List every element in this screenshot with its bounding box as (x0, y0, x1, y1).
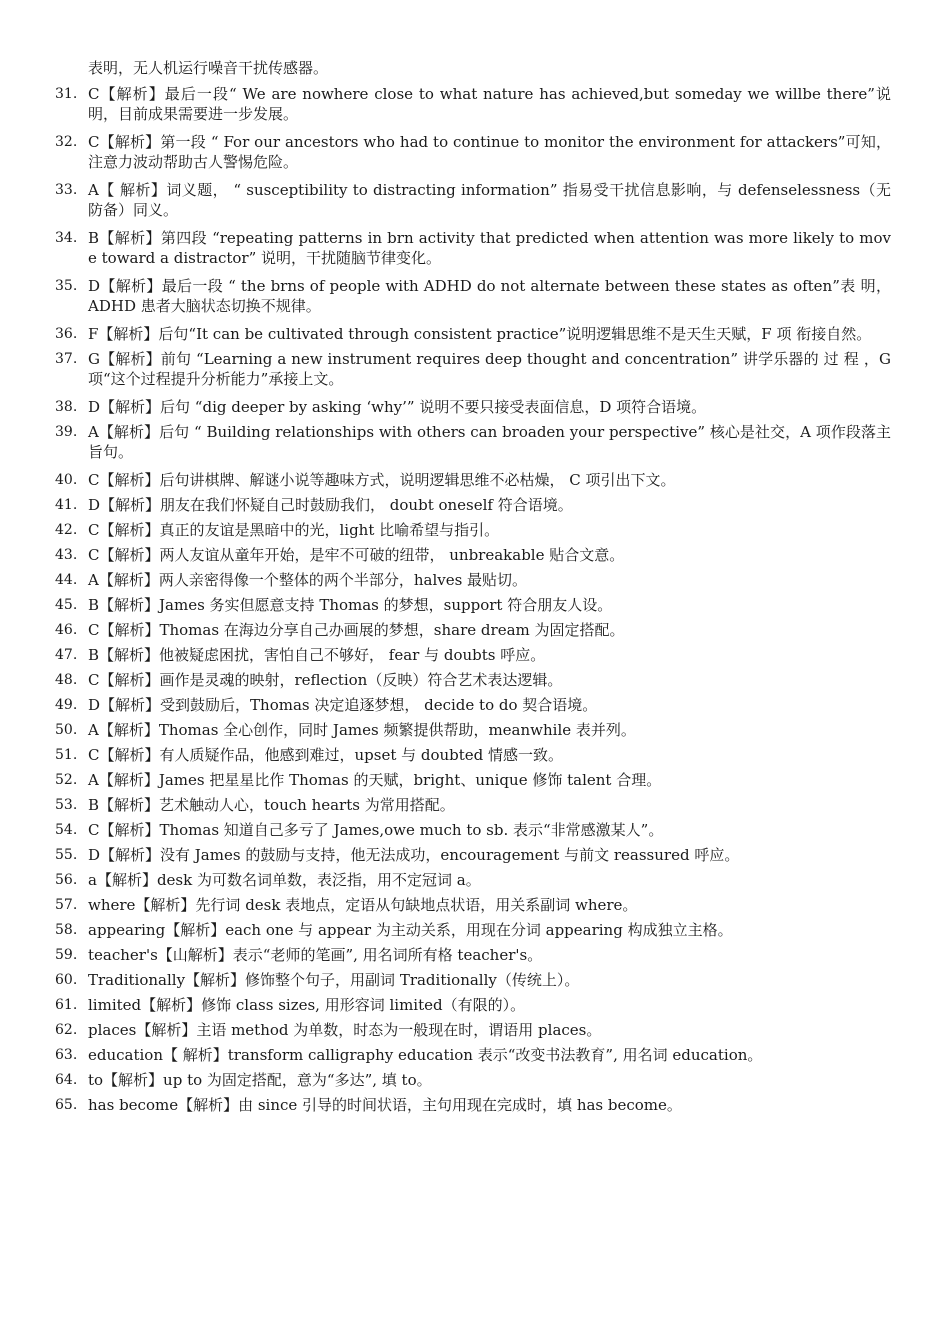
question-number: 49. (55, 697, 78, 713)
question-number: 37. (55, 351, 78, 367)
answer-explanation: Traditionally【解析】修饰整个句子，用副词 Traditionally（传统上）。 (88, 971, 580, 989)
answer-item (0, 720, 891, 740)
question-number: 33. (55, 182, 78, 198)
question-number: 38. (55, 399, 78, 415)
question-number: 43. (55, 547, 78, 563)
answer-item (0, 770, 891, 790)
answer-item (0, 820, 891, 840)
answer-explanation: D【解析】最后一段 “ the brns of people with ADHD do not alternate between these states as often”表 明，ADHD 患者大脑状态切换不规律。 (88, 277, 891, 315)
answer-item (0, 495, 891, 515)
answer-item (0, 132, 891, 172)
answer-item (0, 895, 891, 915)
answer-item (0, 670, 891, 690)
question-number: 40. (55, 472, 78, 488)
answer-item (0, 745, 891, 765)
question-number: 63. (55, 1047, 78, 1063)
question-number: 59. (55, 947, 78, 963)
question-number: 51. (55, 747, 78, 763)
answer-explanation: to【解析】up to 为固定搭配，意为“多达”, 填 to。 (88, 1071, 432, 1089)
answer-explanation: B【解析】艺术触动人心，touch hearts 为常用搭配。 (88, 796, 455, 814)
answer-explanation: C【解析】Thomas 知道自己多亏了 James,owe much to sb. 表示“非常感激某人”。 (88, 821, 664, 839)
answer-item (0, 645, 891, 665)
question-number: 34. (55, 230, 78, 246)
question-number: 62. (55, 1022, 78, 1038)
answer-explanation: A【解析】后句 “ Building relationships with others can broaden your perspective” 核心是社交，A 项作段落主旨句。 (88, 423, 891, 461)
answer-explanation: where【解析】先行词 desk 表地点，定语从句缺地点状语，用关系副词 where。 (88, 896, 638, 914)
question-number: 36. (55, 326, 78, 342)
answer-explanation: B【解析】第四段 “repeating patterns in brn activity that predicted when attention was more likely to move toward a distractor” 说明，干扰随脑节律变化。 (88, 229, 891, 267)
question-number: 41. (55, 497, 78, 513)
answer-item (0, 228, 891, 268)
answer-item (0, 970, 891, 990)
answer-explanation: C【解析】画作是灵魂的映射，reflection（反映）符合艺术表达逻辑。 (88, 671, 563, 689)
answer-explanation: G【解析】前句 “Learning a new instrument requires deep thought and concentration” 讲学乐器的 过 程 ，G 项“这个过程提升分析能力”承接上文。 (88, 350, 891, 388)
answer-explanation: education【 解析】transform calligraphy education 表示“改变书法教育”, 用名词 education。 (88, 1046, 763, 1064)
answer-item (0, 570, 891, 590)
answer-explanation: C【解析】两人友谊从童年开始，是牢不可破的纽带， unbreakable 贴合文意。 (88, 546, 625, 564)
answer-item (0, 422, 891, 462)
answer-explanation: D【解析】没有 James 的鼓励与支持，他无法成功，encouragement 与前文 reassured 呼应。 (88, 846, 740, 864)
answer-explanation: places【解析】主语 method 为单数，时态为一般现在时，谓语用 places。 (88, 1021, 602, 1039)
answer-explanation: B【解析】James 务实但愿意支持 Thomas 的梦想，support 符合朋友人设。 (88, 596, 613, 614)
question-number: 64. (55, 1072, 78, 1088)
question-number: 46. (55, 622, 78, 638)
answer-item (0, 620, 891, 640)
answer-explanation: A【解析】Thomas 全心创作，同时 James 频繁提供帮助，meanwhile 表并列。 (88, 721, 636, 739)
question-number: 31. (55, 86, 78, 102)
question-number: 61. (55, 997, 78, 1013)
answer-item (0, 84, 891, 124)
answer-item (0, 180, 891, 220)
answer-item (0, 870, 891, 890)
answer-explanation: F【解析】后句“It can be cultivated through consistent practice”说明逻辑思维不是天生天赋，F 项 衔接自然。 (88, 325, 872, 343)
question-number: 54. (55, 822, 78, 838)
answer-explanation: A【解析】James 把星星比作 Thomas 的天赋，bright、unique 修饰 talent 合理。 (88, 771, 662, 789)
answer-explanation: D【解析】朋友在我们怀疑自己时鼓励我们， doubt oneself 符合语境。 (88, 496, 573, 514)
question-number: 56. (55, 872, 78, 888)
answer-item (0, 920, 891, 940)
question-number: 42. (55, 522, 78, 538)
question-number: 47. (55, 647, 78, 663)
answer-explanation: A【 解析】词义题， “ susceptibility to distracting information” 指易受干扰信息影响，与 defenselessness（无防备）同义。 (88, 181, 891, 219)
answer-item (0, 545, 891, 565)
answer-explanation: C【解析】最后一段“ We are nowhere close to what nature has achieved,but someday we willbe there”说明，目前成果需要进一步发展。 (88, 85, 891, 123)
question-number: 35. (55, 278, 78, 294)
answer-item (0, 397, 891, 417)
answer-explanation: D【解析】后句 “dig deeper by asking ‘why’” 说明不要只接受表面信息，D 项符合语境。 (88, 398, 707, 416)
answer-item (0, 324, 891, 344)
answer-explanation: D【解析】受到鼓励后，Thomas 决定追逐梦想， decide to do 契合语境。 (88, 696, 598, 714)
answer-item (0, 1095, 891, 1115)
answer-item (0, 695, 891, 715)
answer-explanation: a【解析】desk 为可数名词单数，表泛指，用不定冠词 a。 (88, 871, 481, 889)
answer-explanation: C【解析】Thomas 在海边分享自己办画展的梦想，share dream 为固定搭配。 (88, 621, 625, 639)
question-number: 55. (55, 847, 78, 863)
answer-item (0, 520, 891, 540)
answer-explanation: C【解析】第一段 “ For our ancestors who had to continue to monitor the environment for attackers”可知，注意力波动帮助古人警惕危险。 (88, 133, 891, 171)
answer-item (0, 945, 891, 965)
answer-item (0, 995, 891, 1015)
answer-item (0, 349, 891, 389)
answer-explanation: C【解析】有人质疑作品，他感到难过，upset 与 doubted 情感一致。 (88, 746, 564, 764)
answer-item (0, 1020, 891, 1040)
answer-item (0, 845, 891, 865)
answer-item (0, 470, 891, 490)
answer-explanation: C【解析】后句讲棋牌、解谜小说等趣味方式，说明逻辑思维不必枯燥， C 项引出下文。 (88, 471, 676, 489)
answer-explanation: appearing【解析】each one 与 appear 为主动关系，用现在分词 appearing 构成独立主格。 (88, 921, 733, 939)
question-number: 48. (55, 672, 78, 688)
question-number: 52. (55, 772, 78, 788)
answer-explanation: C【解析】真正的友谊是黑暗中的光，light 比喻希望与指引。 (88, 521, 500, 539)
question-number: 60. (55, 972, 78, 988)
answer-list (0, 84, 950, 1120)
answer-item (0, 1070, 891, 1090)
answer-explanation: A【解析】两人亲密得像一个整体的两个半部分，halves 最贴切。 (88, 571, 528, 589)
continued-text: 表明，无人机运行噪音干扰传感器。 (88, 59, 329, 77)
question-number: 57. (55, 897, 78, 913)
answer-explanation: limited【解析】修饰 class sizes, 用形容词 limited（有限的）。 (88, 996, 526, 1014)
question-number: 50. (55, 722, 78, 738)
answer-explanation: has become【解析】由 since 引导的时间状语，主句用现在完成时，填 has become。 (88, 1096, 682, 1114)
answer-item (0, 595, 891, 615)
answer-item (0, 1045, 891, 1065)
question-number: 53. (55, 797, 78, 813)
question-number: 32. (55, 134, 78, 150)
answer-explanation: B【解析】他被疑虑困扰，害怕自己不够好， fear 与 doubts 呼应。 (88, 646, 546, 664)
question-number: 39. (55, 424, 78, 440)
question-number: 65. (55, 1097, 78, 1113)
question-number: 45. (55, 597, 78, 613)
answer-explanation: teacher's【山解析】表示“老师的笔画”, 用名词所有格 teacher's。 (88, 946, 543, 964)
question-number: 44. (55, 572, 78, 588)
answer-item (0, 795, 891, 815)
question-number: 58. (55, 922, 78, 938)
answer-item (0, 276, 891, 316)
